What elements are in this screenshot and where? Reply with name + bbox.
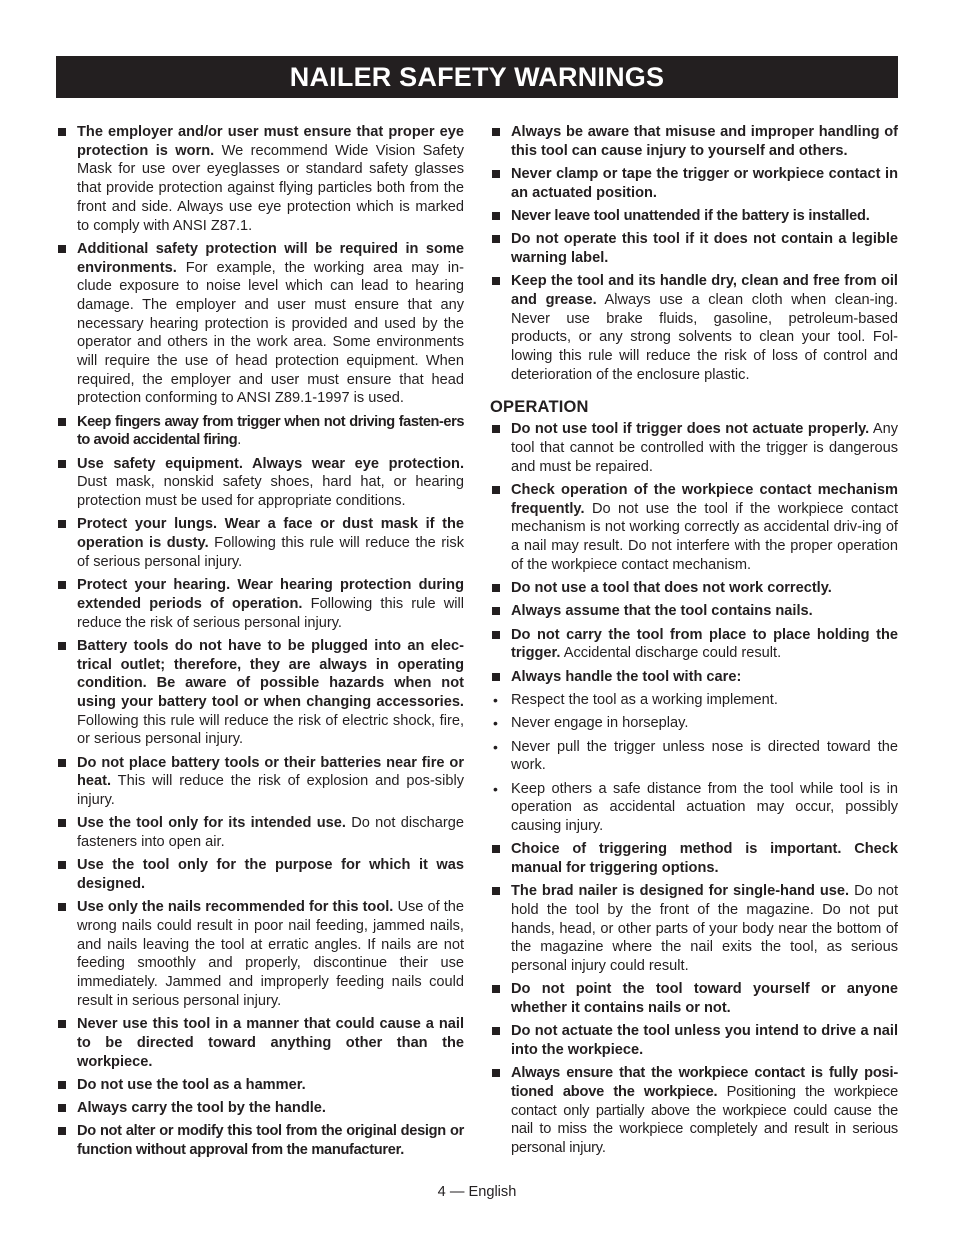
item-text: Do not discharge fasteners into open air. bbox=[77, 815, 465, 851]
item-bold-text: Always carry the tool by the handle. bbox=[77, 1100, 326, 1117]
item-text: Never pull the trigger unless nose is directed toward the work. bbox=[511, 738, 898, 774]
item-bold-text: Never clamp or tape the trigger or workpiece contact in an actuated position. bbox=[511, 166, 898, 201]
list-item bbox=[56, 1099, 464, 1118]
item-text: Never engage in horseplay. bbox=[511, 715, 689, 732]
item-text: This will reduce the risk of explosion and pos-sibly injury. bbox=[77, 773, 464, 809]
list-item bbox=[56, 413, 464, 450]
round-bullet-icon: • bbox=[493, 780, 498, 797]
square-bullet-icon bbox=[58, 903, 66, 911]
square-bullet-icon bbox=[58, 245, 66, 253]
item-text: Any tool that cannot be controlled with the trigger is dangerous and must be repaired. bbox=[511, 421, 898, 475]
square-bullet-icon bbox=[58, 819, 66, 827]
list-item bbox=[490, 165, 898, 202]
item-bold-text: Keep the tool and its handle dry, clean and free from oil and grease. bbox=[511, 273, 898, 308]
page-footer: 4 — English bbox=[437, 1184, 517, 1200]
item-bold-text: Do not operate this tool if it does not contain a legible warning label. bbox=[511, 231, 898, 266]
square-bullet-icon bbox=[492, 584, 500, 592]
item-text: Keep others a safe distance from the tool while tool is in operation as accidental actuation may occur, possibly causing injury. bbox=[511, 780, 898, 834]
square-bullet-icon bbox=[58, 1104, 66, 1112]
sub-list-item bbox=[490, 738, 898, 775]
square-bullet-icon bbox=[492, 486, 500, 494]
list-item bbox=[490, 602, 898, 621]
item-bold-text: Do not use a tool that does not work correctly. bbox=[511, 580, 832, 597]
list-item bbox=[56, 898, 464, 1010]
round-bullet-icon: • bbox=[493, 715, 498, 732]
square-bullet-icon bbox=[492, 1027, 500, 1035]
item-bold-text: Do not use the tool as a hammer. bbox=[77, 1076, 306, 1093]
item-text: Following this rule will reduce the risk of serious personal injury. bbox=[77, 535, 464, 570]
item-bold-text: Use only the nails recommended for this tool. bbox=[77, 899, 394, 916]
square-bullet-icon bbox=[58, 861, 66, 869]
square-bullet-icon bbox=[492, 607, 500, 615]
square-bullet-icon bbox=[492, 1069, 500, 1077]
item-bold-text: Protect your lungs. Wear a face or dust mask if the operation is dusty. bbox=[77, 516, 464, 552]
square-bullet-icon bbox=[58, 642, 66, 650]
square-bullet-icon bbox=[58, 581, 66, 589]
square-bullet-icon bbox=[492, 673, 500, 681]
item-text: . bbox=[237, 432, 241, 449]
square-bullet-icon bbox=[58, 418, 66, 426]
square-bullet-icon bbox=[492, 631, 500, 639]
list-item bbox=[490, 207, 898, 226]
square-bullet-icon bbox=[492, 277, 500, 285]
list-item bbox=[56, 1015, 464, 1071]
list-item bbox=[56, 576, 464, 632]
item-text: Following this rule will reduce the risk of electric shock, fire, or serious personal injury. bbox=[77, 712, 464, 748]
list-item bbox=[56, 123, 464, 235]
title-bar bbox=[56, 56, 898, 98]
list-item bbox=[56, 515, 464, 571]
item-bold-text: Use safety equipment. Always wear eye protection. bbox=[77, 455, 464, 472]
section-heading-operation: OPERATION bbox=[490, 397, 589, 416]
list-item bbox=[490, 230, 898, 267]
list-item bbox=[56, 637, 464, 749]
list-item bbox=[56, 754, 464, 810]
list-item bbox=[56, 240, 464, 408]
item-text: We recommend Wide Vision Safety Mask for use over eyeglasses or standard safety glasses that provide protection against flying particles both from the front and side. Always use eye protection which is marked to comply with ANSI Z87.1. bbox=[77, 142, 464, 234]
item-bold-text: Do not actuate the tool unless you intend to drive a nail into the workpiece. bbox=[511, 1023, 898, 1059]
item-text: Respect the tool as a working implement. bbox=[511, 691, 778, 708]
item-bold-text: Protect your hearing. Wear hearing protection during extended periods of operation. bbox=[77, 577, 464, 612]
list-item bbox=[56, 814, 464, 851]
item-bold-text: Always be aware that misuse and improper handling of this tool can cause injury to yourself and others. bbox=[511, 124, 898, 159]
sub-list-item bbox=[490, 780, 898, 836]
square-bullet-icon bbox=[58, 759, 66, 767]
item-text: Always use a clean cloth when clean-ing. Never use brake fluids, gasoline, petroleum-based products, or any strong solvents to clean your tool. Fol-lowing this rule will reduce the risk of loss of control and deterioration of the enclosure plastic. bbox=[511, 292, 898, 383]
list-item bbox=[490, 626, 898, 663]
square-bullet-icon bbox=[58, 520, 66, 528]
list-item bbox=[490, 1022, 898, 1059]
list-item bbox=[490, 882, 898, 976]
left-column bbox=[56, 123, 464, 1164]
square-bullet-icon bbox=[492, 985, 500, 993]
item-bold-text: Use the tool only for the purpose for which it was designed. bbox=[77, 857, 464, 893]
item-text: Positioning the workpiece contact only partially above the workpiece could cause the nail to miss the workpiece completely and result in serious personal injury. bbox=[511, 1084, 898, 1157]
item-text: Use of the wrong nails could result in poor nail feeding, jammed nails, and nails leaving the tool at erratic angles. If nails are not feeding smoothly and properly, discontinue their use immediately. Jammed and improperly feeding nails could result in serious personal injury. bbox=[77, 899, 464, 1009]
round-bullet-icon: • bbox=[493, 691, 498, 708]
list-item bbox=[490, 840, 898, 877]
item-text: Do not use the tool if the workpiece contact mechanism is not working correctly as accidental driv-ing of a nail may result. Do not interfere with the proper operation of the workpiece contact mechanism. bbox=[511, 500, 898, 573]
item-text: Accidental discharge could result. bbox=[560, 645, 782, 662]
sub-list-item bbox=[490, 691, 898, 710]
item-bold-text: Use the tool only for its intended use. bbox=[77, 815, 346, 832]
list-item bbox=[490, 668, 898, 687]
round-bullet-icon: • bbox=[493, 738, 498, 755]
item-bold-text: Battery tools do not have to be plugged into an elec-trical outlet; therefore, they are always in operating condition. Be aware of possible hazards when not using your battery tool or when changing accessories. bbox=[77, 637, 464, 710]
square-bullet-icon bbox=[58, 460, 66, 468]
item-bold-text: Never use this tool in a manner that could cause a nail to be directed toward anything other than the workpiece. bbox=[77, 1016, 464, 1070]
page-title: NAILER SAFETY WARNINGS bbox=[289, 61, 665, 92]
square-bullet-icon bbox=[58, 1081, 66, 1089]
sub-list-item bbox=[490, 714, 898, 733]
item-bold-text: Always ensure that the workpiece contact is fully posi-tioned above the workpiece. bbox=[511, 1065, 898, 1101]
item-text: Dust mask, nonskid safety shoes, hard hat, or hearing protection must be used for appropriate conditions. bbox=[77, 474, 464, 510]
list-item bbox=[56, 856, 464, 893]
item-bold-text: Do not carry the tool from place to place holding the trigger. bbox=[511, 626, 898, 662]
item-bold-text: Do not place battery tools or their batteries near fire or heat. bbox=[77, 754, 464, 790]
square-bullet-icon bbox=[492, 235, 500, 243]
list-item bbox=[490, 481, 898, 575]
list-item bbox=[56, 455, 464, 511]
square-bullet-icon bbox=[58, 1020, 66, 1028]
item-bold-text: Check operation of the workpiece contact mechanism frequently. bbox=[511, 481, 898, 517]
item-bold-text: Additional safety protection will be required in some environments. bbox=[77, 240, 464, 276]
list-item bbox=[490, 1064, 898, 1158]
item-text: Do not hold the tool by the front of the magazine. Do not put hands, head, or other parts of your body near the bottom of the magazine where the nail exits the tool, as serious personal injury could result. bbox=[511, 883, 898, 975]
square-bullet-icon bbox=[492, 170, 500, 178]
item-bold-text: Never leave tool unattended if the battery is installed. bbox=[511, 208, 870, 224]
item-bold-text: Do not point the tool toward yourself or anyone whether it contains nails or not. bbox=[511, 981, 898, 1017]
item-bold-text: Always assume that the tool contains nails. bbox=[511, 603, 813, 620]
item-bold-text: Keep fingers away from trigger when not driving fasten-ers to avoid accidental firing bbox=[77, 413, 464, 449]
list-item bbox=[490, 420, 898, 476]
item-text: Following this rule will reduce the risk of serious personal injury. bbox=[77, 595, 464, 631]
item-text: For example, the working area may in-clude exposure to noise level which can lead to hearing damage. The employer and user must ensure that any necessary hearing protection is provided and used by the operator and others in the work area. Some environments will require the use of head protection equipment. When required, the employer and user must ensure that head protection conforming to ANSI Z89.1-1997 is used. bbox=[77, 259, 464, 407]
list-item bbox=[490, 579, 898, 598]
square-bullet-icon bbox=[58, 128, 66, 136]
list-item bbox=[56, 1122, 464, 1159]
list-item bbox=[56, 1076, 464, 1095]
list-item bbox=[490, 272, 898, 384]
square-bullet-icon bbox=[58, 1127, 66, 1135]
square-bullet-icon bbox=[492, 128, 500, 136]
square-bullet-icon bbox=[492, 425, 500, 433]
right-column bbox=[490, 123, 898, 1162]
item-bold-text: The employer and/or user must ensure that proper eye protection is worn. bbox=[77, 124, 464, 159]
list-item bbox=[490, 123, 898, 160]
item-bold-text: The brad nailer is designed for single-hand use. bbox=[511, 883, 850, 900]
item-bold-text: Do not use tool if trigger does not actuate properly. bbox=[511, 421, 870, 438]
item-bold-text: Choice of triggering method is important. Check manual for triggering options. bbox=[511, 841, 898, 876]
square-bullet-icon bbox=[492, 845, 500, 853]
item-bold-text: Do not alter or modify this tool from the original design or function without approval from the manufacturer. bbox=[77, 1123, 464, 1159]
square-bullet-icon bbox=[492, 887, 500, 895]
item-bold-text: Always handle the tool with care: bbox=[511, 668, 742, 685]
list-item bbox=[490, 980, 898, 1017]
square-bullet-icon bbox=[492, 212, 500, 220]
